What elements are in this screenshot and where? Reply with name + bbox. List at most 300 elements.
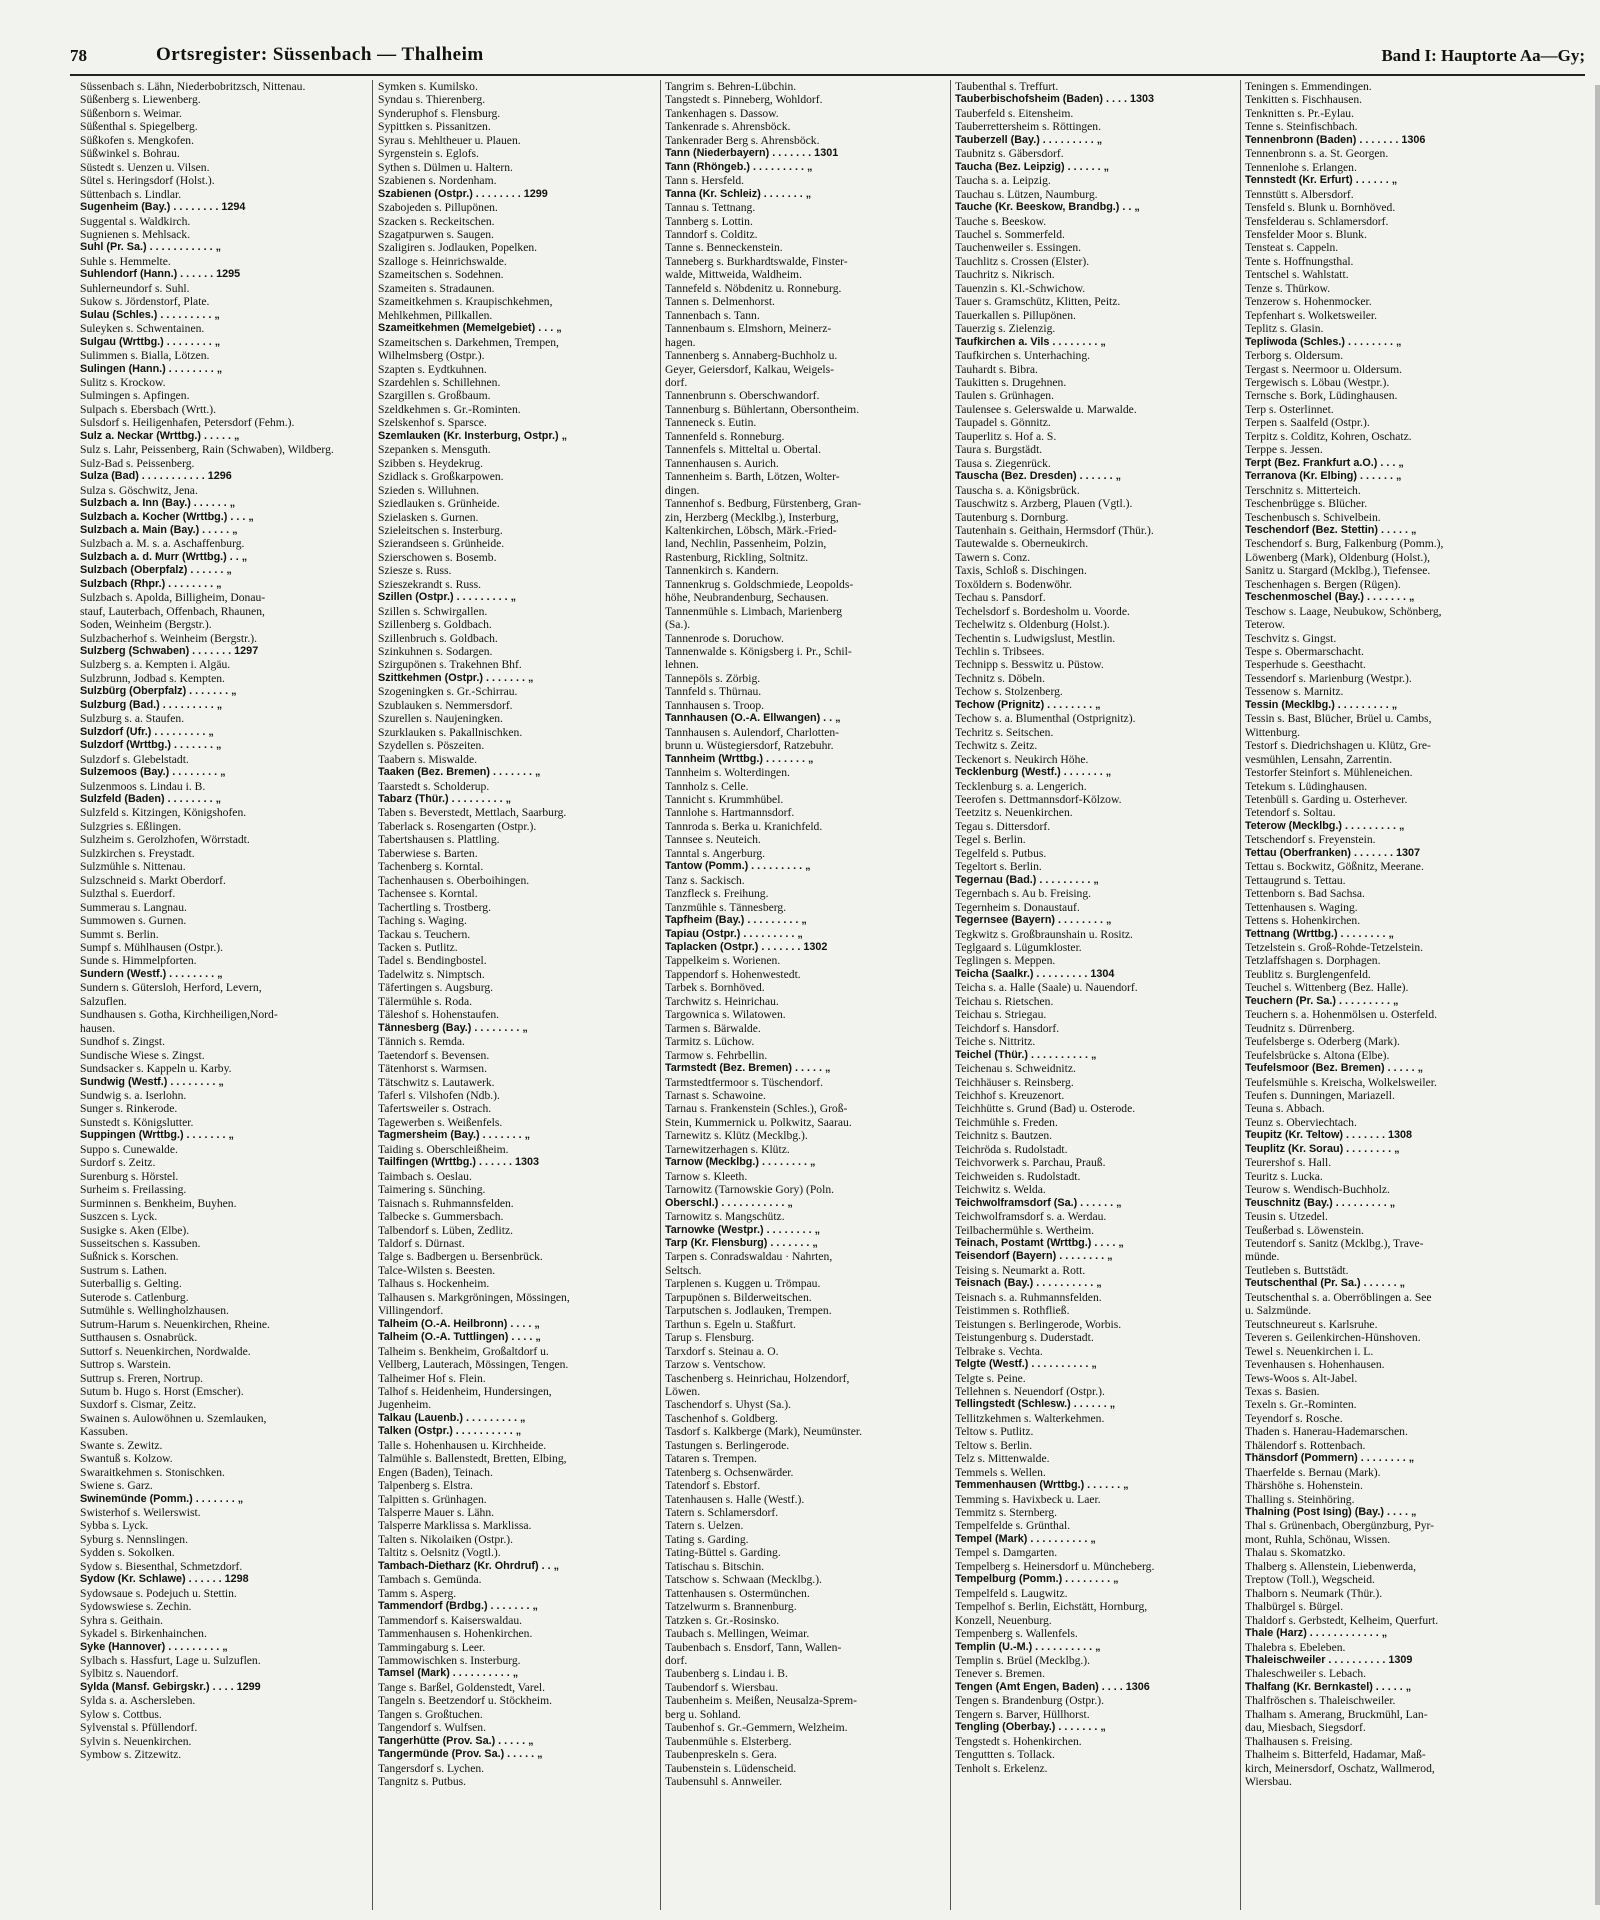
index-entry: Suttrup s. Freren, Nortrup. — [80, 1371, 204, 1385]
index-entry: Teschenbusch s. Schivelbein. — [1245, 510, 1381, 524]
index-entry: Soden, Weinheim (Bergstr.). — [80, 618, 212, 632]
index-entry: Tangendorf s. Wulfsen. — [378, 1721, 486, 1735]
index-entry: Szeldkehmen s. Gr.-Rominten. — [378, 402, 521, 416]
index-entry: Tann (Niederbayern) . . . . . . . 1301 — [665, 147, 839, 160]
index-entry: Swantuß s. Kolzow. — [80, 1452, 173, 1466]
index-entry: Teufelsmühle s. Kreischa, Wolkelsweiler. — [1245, 1075, 1437, 1089]
index-entry: Tauenzin s. Kl.-Schwichow. — [955, 281, 1086, 295]
index-entry: Tamsel (Mark) . . . . . . . . . . „ — [378, 1667, 519, 1680]
index-entry: Teschenbrügge s. Blücher. — [1245, 497, 1368, 511]
index-entry: Tanz s. Sackisch. — [665, 873, 745, 887]
index-entry: Teilbachermühle s. Wertheim. — [955, 1223, 1095, 1237]
index-entry: Sutum b. Hugo s. Horst (Emscher). — [80, 1384, 244, 1398]
index-entry: Tettau s. Bockwitz, Gößnitz, Meerane. — [1245, 860, 1424, 874]
index-entry: Taarstedt s. Scholderup. — [378, 779, 490, 793]
index-entry: Synderuphof s. Flensburg. — [378, 106, 501, 120]
index-entry: Tatzken s. Gr.-Rosinsko. — [665, 1613, 780, 1627]
index-entry: Sußnick s. Korschen. — [80, 1250, 179, 1264]
index-entry: Telgte (Westf.) . . . . . . . . . . „ — [955, 1358, 1097, 1371]
index-entry: Tarmstedt (Bez. Bremen) . . . . . „ — [665, 1062, 831, 1075]
index-entry: Suhlendorf (Hann.) . . . . . . 1295 — [80, 268, 241, 281]
index-entry: Süßenthal s. Spiegelberg. — [80, 120, 198, 134]
index-entry: Tannenfels s. Mitteltal u. Obertal. — [665, 443, 821, 457]
index-entry: Tetenbüll s. Garding u. Osterhever. — [1245, 793, 1408, 807]
index-entry: Sulzdorf s. Glebelstadt. — [80, 752, 189, 766]
index-entry: Tempelburg (Pomm.) . . . . . . . . „ — [955, 1573, 1119, 1586]
index-entry: Sulzheim s. Gerolzhofen, Wörrstadt. — [80, 833, 250, 847]
index-entry: Tabertshausen s. Plattling. — [378, 833, 500, 847]
index-entry: Tannsee s. Neuteich. — [665, 833, 761, 847]
index-entry: Teußerbad s. Löwenstein. — [1245, 1223, 1364, 1237]
index-entry: Taabern s. Miswalde. — [378, 752, 477, 766]
index-entry: Techow s. Stolzenberg. — [955, 685, 1063, 699]
index-entry: Tappendorf s. Hohenwestedt. — [665, 967, 801, 981]
index-entry: Konzell, Neuenburg. — [955, 1613, 1052, 1627]
index-entry: Sydden s. Sokolken. — [80, 1546, 175, 1560]
index-entry: Teschvitz s. Gingst. — [1245, 631, 1337, 645]
index-entry: Taimering s. Sünching. — [378, 1183, 486, 1197]
index-entry: Szaligiren s. Jodlauken, Popelken. — [378, 241, 538, 255]
index-entry: Tetzelstein s. Groß-Rohde-Tetzelstein. — [1245, 941, 1424, 954]
index-entry: Sulpach s. Ebersbach (Wrtt.). — [80, 402, 217, 416]
index-entry: Sulzbach a. M. s. a. Aschaffenburg. — [80, 537, 245, 551]
index-entry: Tannen s. Delmenhorst. — [665, 295, 775, 309]
index-entry: Taubnitz s. Gäbersdorf. — [955, 147, 1064, 161]
index-entry: Thaerfelde s. Bernau (Mark). — [1245, 1465, 1381, 1479]
index-entry: Tausa s. Ziegenrück. — [955, 456, 1051, 470]
index-entry: Tatschow s. Schwaan (Mecklbg.). — [665, 1573, 822, 1587]
index-entry: Tangerhütte (Prov. Sa.) . . . . . „ — [378, 1734, 534, 1747]
index-entry: Tannenhof s. Bedburg, Fürstenberg, Gran- — [665, 497, 862, 511]
index-entry: Teutschneureut s. Karlsruhe. — [1245, 1317, 1378, 1331]
index-entry: Sulzbach (Rhpr.) . . . . . . . . „ — [80, 577, 222, 590]
index-entry: Terschnitz s. Mitterteich. — [1245, 483, 1361, 497]
index-entry: Tagewerben s. Weißenfels. — [378, 1115, 503, 1129]
index-entry: Technitz s. Döbeln. — [955, 671, 1045, 685]
index-entry: Tettenhausen s. Waging. — [1245, 900, 1358, 914]
index-entry: Taura s. Burgstädt. — [955, 443, 1043, 457]
index-entry: Tammowischken s. Insterburg. — [378, 1654, 521, 1668]
index-entry: Teichau s. Striegau. — [955, 1008, 1047, 1022]
index-entry: Tauche (Kr. Beeskow, Brandbg.) . . „ — [955, 201, 1140, 214]
index-entry: Talheimer Hof s. Flein. — [378, 1371, 486, 1385]
index-entry: Tannenfeld s. Ronneburg. — [665, 429, 785, 443]
index-entry: Summowen s. Gurnen. — [80, 914, 187, 928]
index-entry: Tarmen s. Bärwalde. — [665, 1021, 761, 1035]
index-columns — [80, 80, 1595, 1910]
index-entry: Tessin s. Bast, Blücher, Brüel u. Cambs, — [1245, 712, 1432, 726]
index-entry: Taufkirchen s. Unterhaching. — [955, 349, 1091, 363]
index-entry: Tanndorf s. Colditz. — [665, 227, 758, 241]
index-entry: Süssenbach s. Lähn, Niederbobritzsch, Nittenau. — [80, 80, 306, 93]
index-entry: Temmels s. Wellen. — [955, 1465, 1046, 1479]
index-entry: Tauberfeld s. Eitensheim. — [955, 106, 1074, 120]
index-entry: Tannicht s. Krummhübel. — [665, 793, 784, 807]
index-entry: Tangermünde (Prov. Sa.) . . . . . „ — [378, 1748, 543, 1761]
index-entry: Tarbek s. Bornhöved. — [665, 981, 765, 995]
index-entry: Sundwig s. a. Iserlohn. — [80, 1088, 187, 1102]
index-entry: Teichwitz s. Welda. — [955, 1183, 1046, 1197]
index-entry: Tantow (Pomm.) . . . . . . . . . „ — [665, 860, 811, 873]
index-entry: Szibben s. Heydekrug. — [378, 456, 483, 470]
index-entry: Tanzmühle s. Tännesberg. — [665, 900, 787, 914]
index-entry: Tengen s. Brandenburg (Ostpr.). — [955, 1694, 1105, 1708]
index-entry: Syndau s. Thierenberg. — [378, 93, 486, 107]
index-entry: Teusin s. Utzedel. — [1245, 1210, 1328, 1224]
index-entry: Szabojeden s. Pillupönen. — [378, 201, 498, 215]
index-entry: Tatenhausen s. Halle (Westf.). — [665, 1492, 805, 1506]
index-entry: Tarnow s. Kleeth. — [665, 1169, 748, 1183]
index-entry: Sulmingen s. Apfingen. — [80, 389, 190, 403]
index-entry: Thaden s. Hanerau-Hademarschen. — [1245, 1425, 1408, 1439]
index-entry: Sydow (Kr. Schlawe) . . . . . . 1298 — [80, 1573, 249, 1586]
index-entry: hausen. — [80, 1021, 116, 1035]
index-entry: Taubenmühle s. Elsterberg. — [665, 1734, 792, 1748]
index-entry: Tennenlohe s. Erlangen. — [1245, 160, 1357, 174]
index-entry: Tenzerow s. Hohenmocker. — [1245, 295, 1372, 309]
index-entry: lehnen. — [665, 658, 699, 672]
index-entry: Tarmitz s. Lüchow. — [665, 1035, 755, 1049]
index-entry: Taben s. Beverstedt, Mettlach, Saarburg. — [378, 806, 567, 820]
index-entry: Tarp (Kr. Flensburg) . . . . . . . „ — [665, 1236, 818, 1249]
index-entry: Teufen s. Dunningen, Mariazell. — [1245, 1088, 1395, 1102]
index-entry: Susigke s. Aken (Elbe). — [80, 1223, 190, 1237]
index-entry: Sydow s. Biesenthal, Schmetzdorf. — [80, 1559, 243, 1573]
index-entry: Sulau (Schles.) . . . . . . . . . „ — [80, 308, 220, 321]
index-entry: Taubenhof s. Gr.-Gemmern, Welzheim. — [665, 1721, 848, 1735]
index-entry: Teichwolframsdorf s. a. Werdau. — [955, 1210, 1107, 1224]
index-entry: Terpen s. Saalfeld (Ostpr.). — [1245, 416, 1370, 430]
index-entry: Teichröda s. Rudolstadt. — [955, 1142, 1068, 1156]
index-entry: Teschendorf (Bez. Stettin) . . . . . „ — [1245, 523, 1417, 536]
index-entry: Sulzschneid s. Markt Oberdorf. — [80, 873, 226, 887]
index-entry: Suppo s. Cunewalde. — [80, 1142, 178, 1156]
index-entry: Telbrake s. Vechta. — [955, 1344, 1043, 1358]
index-entry: berg u. Sohland. — [665, 1707, 741, 1721]
index-entry: Teckenort s. Neukirch Höhe. — [955, 752, 1089, 766]
index-entry: Tettens s. Hohenkirchen. — [1245, 914, 1361, 928]
index-entry: Tewel s. Neuenkirchen i. L. — [1245, 1344, 1374, 1358]
index-entry: Techelwitz s. Oldenburg (Holst.). — [955, 618, 1110, 632]
index-entry: Teichwolframsdorf (Sa.) . . . . . . „ — [955, 1196, 1122, 1209]
index-entry: Sulimmen s. Bialla, Lötzen. — [80, 349, 210, 363]
index-entry: Swante s. Zewitz. — [80, 1438, 163, 1452]
index-entry: Tegel s. Berlin. — [955, 833, 1026, 847]
index-entry: Tammendorf (Brdbg.) . . . . . . . „ — [378, 1600, 538, 1613]
index-entry: Telz s. Mittenwalde. — [955, 1452, 1050, 1466]
index-entry: Sulzdorf (Wrttbg.) . . . . . . . „ — [80, 739, 222, 752]
index-entry: Sundische Wiese s. Zingst. — [80, 1048, 205, 1062]
index-entry: Szillen s. Schwirgallen. — [378, 604, 488, 618]
index-entry: Technipp s. Besswitz u. Püstow. — [955, 658, 1104, 672]
index-entry: Tafertsweiler s. Ostrach. — [378, 1102, 492, 1116]
index-entry: Teuchel s. Wittenberg (Bez. Halle). — [1245, 981, 1409, 995]
index-entry: Teisendorf (Bayern) . . . . . . . . „ — [955, 1250, 1113, 1263]
index-entry: Tanneneck s. Eutin. — [665, 416, 757, 430]
index-entry: Suterode s. Catlenburg. — [80, 1290, 189, 1304]
index-entry: Taucha s. a. Leipzig. — [955, 174, 1051, 188]
index-entry: Teinach, Postamt (Wrttbg.) . . . . „ — [955, 1236, 1124, 1249]
index-entry: Süßwinkel s. Bohrau. — [80, 147, 180, 161]
index-entry: Teutschenthal (Pr. Sa.) . . . . . . „ — [1245, 1277, 1405, 1290]
index-entry: Suleyken s. Schwentainen. — [80, 322, 205, 336]
index-entry: Szillenbruch s. Goldbach. — [378, 631, 498, 645]
index-entry: Teichenau s. Schweidnitz. — [955, 1062, 1076, 1076]
index-entry: Tews-Woos s. Alt-Jabel. — [1245, 1371, 1358, 1385]
index-entry: Tating-Büttel s. Garding. — [665, 1546, 781, 1560]
index-entry: dorf. — [665, 375, 688, 389]
index-entry: Tannenwalde s. Königsberg i. Pr., Schil- — [665, 645, 852, 659]
index-entry: Surheim s. Freilassing. — [80, 1183, 187, 1197]
index-entry: Tetendorf s. Soltau. — [1245, 806, 1336, 820]
index-entry: mont, Ruhla, Schönau, Wissen. — [1245, 1532, 1391, 1546]
index-entry: Testorfer Steinfort s. Mühleneichen. — [1245, 766, 1413, 780]
index-entry: Tellitzkehmen s. Walterkehmen. — [955, 1411, 1105, 1425]
index-entry: Ternsche s. Bork, Lüdinghausen. — [1245, 389, 1398, 403]
index-entry: Sugnienen s. Mehlsack. — [80, 227, 191, 241]
index-entry: Tann (Rhöngeb.) . . . . . . . . . „ — [665, 160, 813, 173]
index-entry: Sylow s. Cottbus. — [80, 1707, 162, 1721]
index-entry: Teyendorf s. Rosche. — [1245, 1411, 1343, 1425]
index-entry: Tannenbaum s. Elmshorn, Meinerz- — [665, 322, 832, 336]
index-entry: Szapten s. Eydtkuhnen. — [378, 362, 487, 376]
index-entry: Tatendorf s. Ebstorf. — [665, 1479, 761, 1493]
index-entry: Teisnach s. a. Ruhmannsfelden. — [955, 1290, 1102, 1304]
index-entry: Sunger s. Rinkerode. — [80, 1102, 178, 1116]
index-entry: Tentschel s. Wahlstatt. — [1245, 268, 1349, 282]
index-entry: Taukitten s. Drugehnen. — [955, 375, 1067, 389]
index-entry: Szepanken s. Mensguth. — [378, 443, 491, 457]
index-entry: Teterow. — [1245, 618, 1285, 632]
index-entry: Szalloge s. Heinrichswalde. — [378, 254, 507, 268]
index-entry: Tengen (Amt Engen, Baden) . . . . 1306 — [955, 1680, 1150, 1693]
index-entry: Tangnitz s. Putbus. — [378, 1775, 467, 1789]
index-entry: Tepliwoda (Schles.) . . . . . . . . „ — [1245, 335, 1402, 348]
index-entry: Tauchau s. Lützen, Naumburg. — [955, 187, 1098, 201]
index-entry: Taldorf s. Dürnast. — [378, 1236, 465, 1250]
index-entry: Tannheim (Wrttbg.) . . . . . . . „ — [665, 752, 814, 765]
index-entry: Szemlauken (Kr. Insterburg, Ostpr.) „ — [378, 429, 567, 442]
index-entry: Thalbürgel s. Bürgel. — [1245, 1600, 1344, 1614]
index-entry: Tamm s. Asperg. — [378, 1586, 457, 1600]
index-entry: Szillen (Ostpr.) . . . . . . . . . „ — [378, 591, 516, 604]
index-entry: Temming s. Havixbeck u. Laer. — [955, 1492, 1101, 1506]
index-entry: Teutendorf s. Sanitz (Mcklbg.), Trave- — [1245, 1236, 1424, 1250]
index-entry: Talpitten s. Grünhagen. — [378, 1492, 487, 1506]
index-entry: Szargillen s. Großbaum. — [378, 389, 491, 403]
index-entry: Teuschnitz (Bay.) . . . . . . . . . „ — [1245, 1196, 1396, 1209]
index-entry: Techwitz s. Zeitz. — [955, 739, 1038, 753]
index-column-5 — [1245, 80, 1530, 1910]
index-entry: Teglgaard s. Lügumkloster. — [955, 941, 1082, 954]
index-entry: Taferl s. Vilshofen (Ndb.). — [378, 1088, 500, 1102]
index-entry: Techow s. a. Blumenthal (Ostprignitz). — [955, 712, 1136, 726]
index-entry: Tadel s. Bendingbostel. — [378, 954, 487, 968]
index-entry: Süßenberg s. Liewenberg. — [80, 93, 201, 107]
index-entry: Tankenhagen s. Dassow. — [665, 106, 779, 120]
index-entry: Teltow s. Putlitz. — [955, 1425, 1034, 1439]
index-entry: Teichdorf s. Hansdorf. — [955, 1021, 1060, 1035]
index-entry: Susseitschen s. Kassuben. — [80, 1236, 201, 1250]
index-entry: Tellingstedt (Schlesw.) . . . . . . „ — [955, 1398, 1116, 1411]
index-entry: Sulzenmoos s. Lindau i. B. — [80, 779, 206, 793]
index-entry: Tennstedt (Kr. Erfurt) . . . . . . „ — [1245, 174, 1398, 187]
index-entry: Teichel (Thür.) . . . . . . . . . . „ — [955, 1048, 1097, 1061]
index-entry: Swisterhof s. Weilerswist. — [80, 1506, 201, 1520]
index-entry: Texeln s. Gr.-Rominten. — [1245, 1398, 1357, 1412]
index-entry: Teetzitz s. Neuenkirchen. — [955, 806, 1073, 820]
index-entry: Teschenhagen s. Bergen (Rügen). — [1245, 577, 1401, 591]
index-entry: Tennenbronn s. a. St. Georgen. — [1245, 147, 1389, 161]
index-entry: Tarnowitz (Tarnowskie Gory) (Poln. — [665, 1183, 835, 1197]
index-entry: Szacken s. Reckeitschen. — [378, 214, 495, 228]
index-entry: Thänsdorf (Pommern) . . . . . . . . „ — [1245, 1452, 1415, 1465]
index-entry: Tente s. Hoffnungsthal. — [1245, 254, 1354, 268]
index-entry: Tenze s. Thürkow. — [1245, 281, 1331, 295]
index-entry: Teningen s. Emmendingen. — [1245, 80, 1372, 93]
index-entry: Tempenberg s. Wallenfels. — [955, 1627, 1078, 1641]
index-entry: Syrau s. Mehltheuer u. Plauen. — [378, 133, 521, 147]
index-entry: Tempelfeld s. Laugwitz. — [955, 1586, 1068, 1600]
index-entry: Thalau s. Skomatzko. — [1245, 1546, 1346, 1560]
index-entry: Tauerkallen s. Pillupönen. — [955, 308, 1076, 322]
index-entry: Talkau (Lauenb.) . . . . . . . . . „ — [378, 1411, 526, 1424]
index-entry: Tauchenweiler s. Essingen. — [955, 241, 1082, 255]
index-entry: Tautenburg s. Dornburg. — [955, 510, 1069, 524]
index-entry: Tensfelder Moor s. Blunk. — [1245, 227, 1367, 241]
index-entry: Sulzdorf (Ufr.) . . . . . . . . . „ — [80, 725, 214, 738]
index-entry: Tälermühle s. Roda. — [378, 994, 473, 1008]
index-entry: Tauscha (Bez. Dresden) . . . . . . „ — [955, 470, 1121, 483]
index-entry: Thalfang (Kr. Bernkastel) . . . . . „ — [1245, 1680, 1412, 1693]
index-entry: Tännich s. Remda. — [378, 1035, 465, 1049]
index-entry: Surminnen s. Benkheim, Buyhen. — [80, 1196, 237, 1210]
index-column-2 — [378, 80, 663, 1910]
index-entry: Tauerzig s. Zielenzig. — [955, 322, 1056, 336]
index-entry: Tetschendorf s. Freyenstein. — [1245, 833, 1376, 847]
index-entry: Tannholz s. Celle. — [665, 779, 749, 793]
index-entry: Sumpf s. Mühlhausen (Ostpr.). — [80, 941, 223, 954]
index-entry: Sulza s. Göschwitz, Jena. — [80, 483, 198, 497]
index-entry: Treptow (Toll.), Wegscheid. — [1245, 1573, 1375, 1587]
index-entry: Tegernheim s. Donaustauf. — [955, 900, 1080, 914]
index-entry: Sylbitz s. Nauendorf. — [80, 1667, 179, 1681]
index-entry: Tauchel s. Sommerfeld. — [955, 227, 1065, 241]
index-entry: Sukow s. Jördenstorf, Plate. — [80, 295, 210, 309]
index-entry: Tauberrettersheim s. Röttingen. — [955, 120, 1102, 134]
index-entry: Suggental s. Waldkirch. — [80, 214, 191, 228]
index-column-4 — [955, 80, 1240, 1910]
index-entry: Tanne s. Benneckenstein. — [665, 241, 783, 255]
index-entry: vesmühlen, Lensahn, Zarrentin. — [1245, 752, 1393, 766]
index-entry: Szelskenhof s. Sparsce. — [378, 416, 487, 430]
page-header — [70, 44, 1585, 76]
index-entry: Jugenheim. — [378, 1398, 432, 1412]
index-entry: Suterballig s. Gelting. — [80, 1277, 182, 1291]
index-entry: Thaleischweiler . . . . . . . . . . 1309 — [1245, 1654, 1413, 1667]
index-entry: Tegernau (Bad.) . . . . . . . . . „ — [955, 873, 1099, 886]
index-entry: Techentin s. Ludwigslust, Mestlin. — [955, 631, 1116, 645]
index-entry: Sulzmühle s. Nittenau. — [80, 860, 186, 874]
index-entry: Sutthausen s. Osnabrück. — [80, 1331, 198, 1345]
index-entry: Targownica s. Wilatowen. — [665, 1008, 786, 1022]
index-entry: Swinemünde (Pomm.) . . . . . . . „ — [80, 1492, 244, 1505]
index-entry: Sulzfeld s. Kitzingen, Königshofen. — [80, 806, 247, 820]
index-entry: Tauberbischofsheim (Baden) . . . . 1303 — [955, 93, 1154, 106]
index-entry: Szieleitschen s. Insterburg. — [378, 523, 503, 537]
index-entry: Teveren s. Geilenkirchen-Hünshoven. — [1245, 1331, 1421, 1345]
index-entry: Teutleben s. Buttstädt. — [1245, 1263, 1349, 1277]
index-entry: Teunz s. Oberviechtach. — [1245, 1115, 1357, 1129]
index-entry: Tarpen s. Conradswaldau · Nahrten, — [665, 1250, 833, 1264]
index-entry: Tengling (Oberbay.) . . . . . . . „ — [955, 1721, 1106, 1734]
index-entry: Terppe s. Jessen. — [1245, 443, 1323, 457]
index-entry: Taubensuhl s. Annweiler. — [665, 1775, 783, 1789]
index-entry: Teuchern s. a. Hohenmölsen u. Osterfeld. — [1245, 1008, 1438, 1022]
index-entry: Sundsacker s. Kappeln u. Karby. — [80, 1062, 232, 1076]
index-entry: Tannenhausen s. Aurich. — [665, 456, 779, 470]
index-entry: Teichvorwerk s. Parchau, Prauß. — [955, 1156, 1106, 1170]
index-entry: Sythen s. Dülmen u. Haltern. — [378, 160, 513, 174]
index-entry: Talmühle s. Ballenstedt, Bretten, Elbing, — [378, 1452, 567, 1466]
index-entry: Tenever s. Bremen. — [955, 1667, 1045, 1681]
index-entry: Seltsch. — [665, 1263, 702, 1277]
index-entry: Tannberg s. Lottin. — [665, 214, 753, 228]
index-entry: Tännesberg (Bay.) . . . . . . . . „ — [378, 1021, 528, 1034]
index-entry: Teschendorf s. Burg, Falkenburg (Pomm.), — [1245, 537, 1444, 551]
index-entry: Thälendorf s. Rottenbach. — [1245, 1438, 1366, 1452]
index-entry: Szierandseen s. Grünheide. — [378, 537, 505, 551]
index-entry: Szittkehmen (Ostpr.) . . . . . . . „ — [378, 671, 534, 684]
index-entry: Tarnast s. Schawoine. — [665, 1088, 766, 1102]
index-entry: Tappelkeim s. Worienen. — [665, 954, 781, 968]
index-entry: Tetekum s. Lüdinghausen. — [1245, 779, 1368, 793]
column-divider — [1240, 80, 1241, 1910]
index-entry: Tevenhausen s. Hohenhausen. — [1245, 1358, 1385, 1372]
index-entry: Szameitschen s. Sodehnen. — [378, 268, 504, 282]
index-entry: Teichnitz s. Bautzen. — [955, 1129, 1053, 1143]
index-entry: Tauchritz s. Nikrisch. — [955, 268, 1055, 282]
index-entry: Surenburg s. Hörstel. — [80, 1169, 179, 1183]
index-entry: Sulzbach s. Apolda, Billigheim, Donau- — [80, 591, 266, 605]
index-entry: Sulzburg s. a. Staufen. — [80, 712, 185, 726]
index-entry: Sulza (Bad) . . . . . . . . . . . 1296 — [80, 470, 232, 483]
index-entry: Temmenhausen (Wrttbg.) . . . . . . „ — [955, 1479, 1129, 1492]
index-entry: Tattenhausen s. Ostermünchen. — [665, 1586, 810, 1600]
index-entry: Thalham s. Amerang, Bruckmühl, Lan- — [1245, 1707, 1428, 1721]
index-entry: Thale (Harz) . . . . . . . . . . . . „ — [1245, 1627, 1388, 1640]
index-entry: Tackau s. Teuchern. — [378, 927, 471, 941]
index-entry: Tannroda s. Berka u. Kranichfeld. — [665, 819, 823, 833]
index-entry: Tachenhausen s. Oberboihingen. — [378, 873, 530, 887]
index-entry: Teuritz s. Lucka. — [1245, 1169, 1323, 1183]
index-entry: Swaraitkehmen s. Stonischken. — [80, 1465, 225, 1479]
index-entry: Salzuflen. — [80, 994, 127, 1008]
index-entry: Teurershof s. Hall. — [1245, 1156, 1332, 1170]
index-entry: Toxöldern s. Bodenwöhr. — [955, 577, 1073, 591]
column-divider — [660, 80, 661, 1910]
index-entry: Sziesze s. Russ. — [378, 564, 452, 578]
index-entry: Szydellen s. Pöszeiten. — [378, 739, 485, 753]
index-entry: Tauperlitz s. Hof a. S. — [955, 429, 1057, 443]
index-entry: Taschenhof s. Goldberg. — [665, 1411, 778, 1425]
index-entry: Sundhof s. Zingst. — [80, 1035, 166, 1049]
index-entry: Teiche s. Nittritz. — [955, 1035, 1036, 1049]
index-entry: Sulz-Bad s. Peissenberg. — [80, 456, 195, 470]
index-entry: Szurklauken s. Pakallnischken. — [378, 725, 523, 739]
index-entry: Swainen s. Aulowöhnen u. Szemlauken, — [80, 1411, 267, 1425]
index-entry: Tarthun s. Egeln u. Staßfurt. — [665, 1317, 796, 1331]
